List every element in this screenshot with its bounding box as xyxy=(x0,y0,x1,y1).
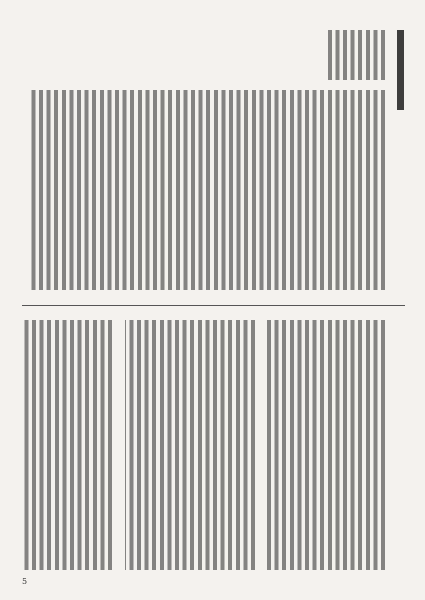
metadata-block xyxy=(325,30,385,80)
middle-divider xyxy=(22,305,405,306)
lower-body-text-middle xyxy=(125,320,255,570)
lower-body-text-right xyxy=(265,320,385,570)
document-title xyxy=(395,30,405,110)
upper-body-text xyxy=(30,90,385,290)
lower-body-text-left xyxy=(22,320,112,570)
page-number: 5 xyxy=(22,577,28,586)
